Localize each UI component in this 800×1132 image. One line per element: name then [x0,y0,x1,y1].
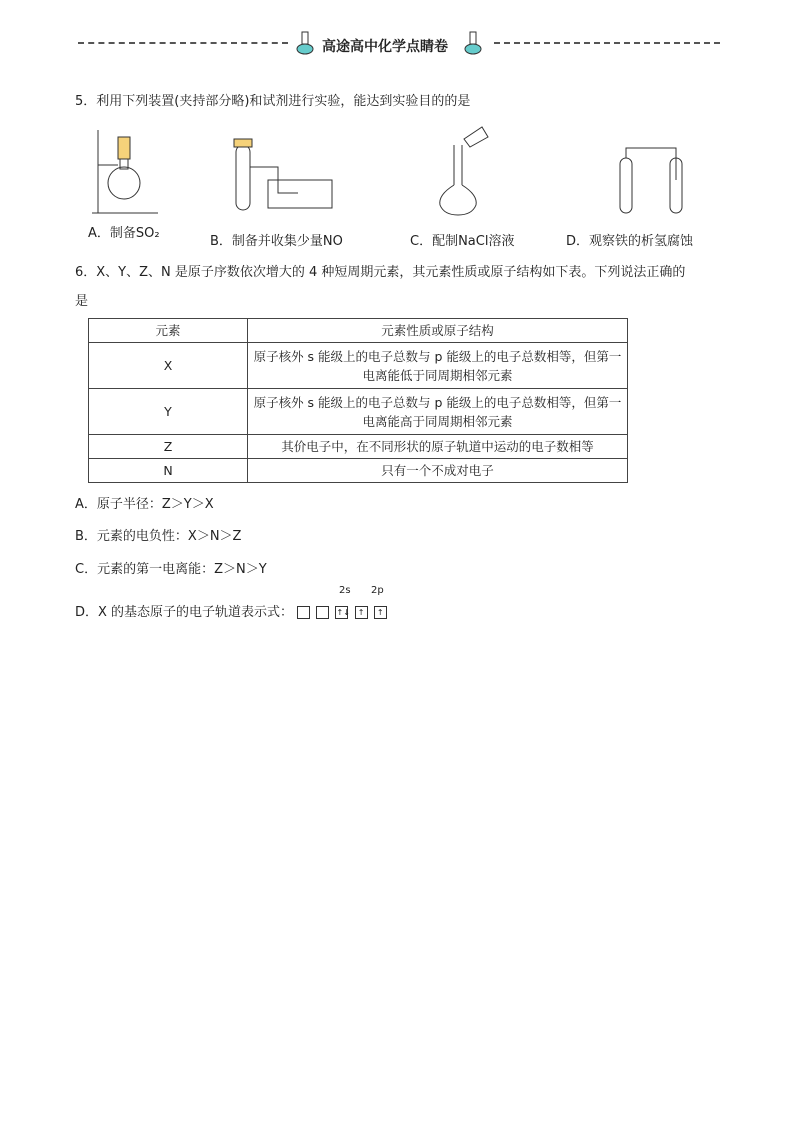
table-row-n-property: 只有一个不成对电子 [248,459,628,483]
q5-apparatus-d-figure [612,140,692,220]
q6-option-a: A．原子半径：Z＞Y＞X [75,497,214,512]
orbital-2p-box-3: ↑ [374,606,387,619]
q5-apparatus-a-figure [88,125,168,220]
q5-apparatus-c-figure [430,125,510,220]
header-dash-left [78,42,288,44]
q5-apparatus-b-figure [228,125,338,220]
orbital-1s-box [297,606,310,619]
header-logo-right-icon [462,30,484,60]
q6-option-c: C．元素的第一电离能：Z＞N＞Y [75,562,267,577]
table-row-x-element: X [89,343,248,389]
q6-option-d-text: D．X 的基态原子的电子轨道表示式： [75,605,294,620]
table-header-element: 元素 [89,319,248,343]
table-row-x-property: 原子核外 s 能级上的电子总数与 p 能级上的电子总数相等，但第一电离能低于同周期相邻元素 [248,343,628,389]
q5-option-d: D．观察铁的析氢腐蚀 [566,234,694,249]
orbital-label-2s: 2s [339,585,351,596]
orbital-2p-box-1: ↑↓ [336,608,350,617]
q5-option-c: C．配制NaCl溶液 [410,234,515,249]
table-row-z-element: Z [89,435,248,459]
q5-option-a: A．制备SO₂ [88,226,160,241]
q6-option-d [75,603,389,623]
header-title: 高途高中化学点睛卷 [322,39,448,55]
orbital-2p-box-2: ↑ [355,606,368,619]
q6-element-table [88,318,628,483]
q6-stem-line1: 6．X、Y、Z、N 是原子序数依次增大的 4 种短周期元素，其元素性质或原子结构如下表。下列说法正确的 [75,265,686,280]
table-row-y-property: 原子核外 s 能级上的电子总数与 p 能级上的电子总数相等，但第一电离能高于同周期相邻元素 [248,389,628,435]
header-logo-left-icon [294,30,316,60]
table-row-y-element: Y [89,389,248,435]
q5-stem: 5．利用下列装置(夹持部分略)和试剂进行实验，能达到实验目的的是 [75,94,471,109]
q5-option-b: B．制备并收集少量NO [210,234,343,249]
q6-stem-line2: 是 [75,294,89,309]
table-header-property: 元素性质或原子结构 [248,319,628,343]
table-row-z-property: 其价电子中，在不同形状的原子轨道中运动的电子数相等 [248,435,628,459]
orbital-label-2p: 2p [371,585,384,596]
table-row-n-element: N [89,459,248,483]
header-dash-right [494,42,720,44]
q6-option-b: B．元素的电负性：X＞N＞Z [75,529,242,544]
orbital-2s-box [316,606,329,619]
